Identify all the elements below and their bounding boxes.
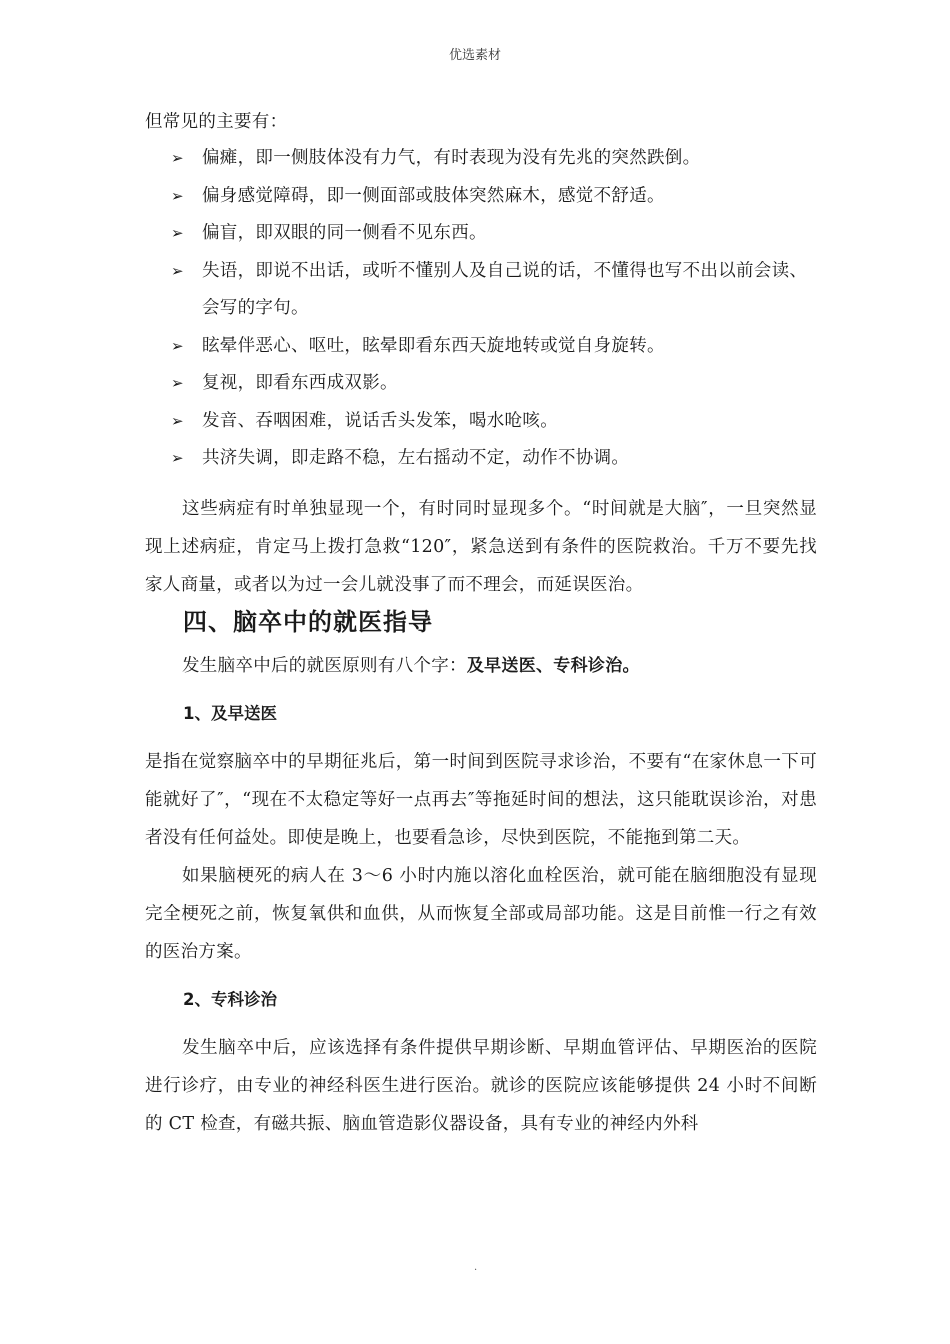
arrow-bullet-icon: ➢ [171,186,184,205]
list-item: ➢ 发音、吞咽困难，说话舌头发笨，喝水呛咳。 [145,403,817,441]
document-body [145,103,817,1143]
arrow-bullet-icon: ➢ [171,149,184,167]
arrow-bullet-icon: ➢ [171,261,184,280]
emergency-paragraph: 这些病症有时单独显现一个，有时同时显现多个。“时间就是大脑″，一旦突然显现上述病症，肯定马上拨打急救“120″，紧急送到有条件的医院救治。千万不要先找家人商量，或者以为过一会儿就没事了而不理会，而延误医治。 [145,498,817,595]
principle-paragraph: 发生脑卒中后的就医原则有八个字：及早送医、专科诊治。 [182,655,640,676]
specialist-care-paragraph: 发生脑卒中后，应该选择有条件提供早期诊断、早期血管评估、早期医治的医院进行诊疗，由专业的神经科医生进行医治。就诊的医院应该能够提供 24 小时不间断的 CT 检查，有磁共振、脑血管造影仪器设备，具有专业的神经内外科 [145,1037,817,1134]
subsection-heading-1: 1、及早送医 [183,703,277,723]
page-header: 优选素材 [448,48,501,63]
list-item: ➢ 共济失调，即走路不稳，左右摇动不定，动作不协调。 [145,440,817,478]
arrow-bullet-icon: ➢ [171,336,184,355]
list-item: ➢ 复视，即看东西成双影。 [145,365,817,403]
arrow-bullet-icon: ➢ [171,411,184,430]
thrombolysis-paragraph: 如果脑梗死的病人在 3～6 小时内施以溶化血栓医治，就可能在脑细胞没有显现完全梗死之前，恢复氧供和血供，从而恢复全部或局部功能。这是目前惟一行之有效的医治方案。 [145,865,817,962]
page-footer-mark: . [474,1262,478,1273]
list-item: ➢ 偏瘫，即一侧肢体没有力气，有时表现为没有先兆的突然跌倒。 [145,140,817,178]
early-care-paragraph: 是指在觉察脑卒中的早期征兆后，第一时间到医院寻求诊治，不要有“在家休息一下可能就好了″，“现在不太稳定等好一点再去″等拖延时间的想法，这只能耽误诊治，对患者没有任何益处。即使是晚上，也要看急诊，尽快到医院，不能拖到第二天。 [145,751,817,848]
arrow-bullet-icon: ➢ [171,224,184,242]
principle-emphasis: 及早送医、专科诊治。 [466,655,640,676]
intro-line: 但常见的主要有： [145,112,288,132]
arrow-bullet-icon: ➢ [171,374,184,392]
arrow-bullet-icon: ➢ [171,449,184,467]
section-heading: 四、脑卒中的就医指导 [183,607,433,636]
list-item: ➢ 眩晕伴恶心、呕吐，眩晕即看东西天旋地转或觉自身旋转。 [145,328,817,366]
list-item: ➢ 偏盲，即双眼的同一侧看不见东西。 [145,215,817,253]
list-item: ➢ 失语，即说不出话，或听不懂别人及自己说的话，不懂得也写不出以前会读、会写的字句。 [145,253,817,328]
symptom-list [145,140,817,478]
subsection-heading-2: 2、专科诊治 [183,989,277,1009]
list-item: ➢ 偏身感觉障碍，即一侧面部或肢体突然麻木，感觉不舒适。 [145,178,817,216]
